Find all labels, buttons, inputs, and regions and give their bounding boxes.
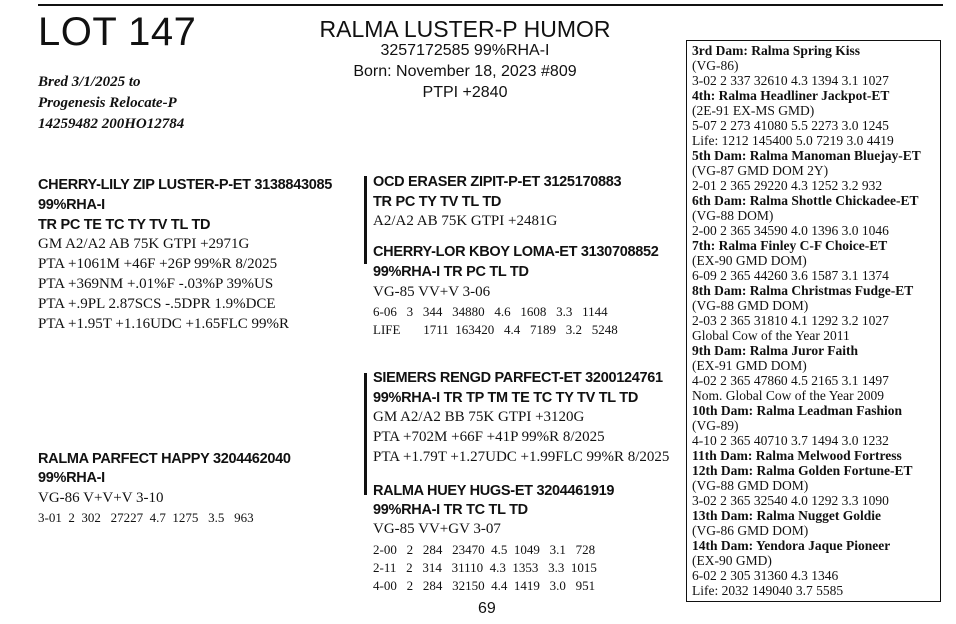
dam-line-detail: 4-02 2 365 47860 4.5 2165 3.1 1497 xyxy=(692,373,889,388)
sire-line-5: PTA +1.95T +1.16UDC +1.65FLC 99%R xyxy=(38,316,290,332)
sire-line-4: PTA +.9PL 2.87SCS -.5DPR 1.9%DCE xyxy=(38,296,276,312)
dam-line-detail: (EX-91 GMD DOM) xyxy=(692,358,807,373)
dam-line-title: 14th Dam: Yendora Jaque Pioneer xyxy=(692,538,891,553)
dam-name: RALMA PARFECT HAPPY 3204462040 xyxy=(38,451,291,467)
dam-line-detail: Nom. Global Cow of the Year 2009 xyxy=(692,388,884,403)
dam-line-detail: Life: 1212 145400 5.0 7219 3.0 4419 xyxy=(692,133,894,148)
animal-ptpi: PTPI +2840 xyxy=(422,84,508,101)
dams-sire-name: SIEMERS RENGD PARFECT-ET 3200124761 xyxy=(373,370,663,386)
bred-line-2: Progenesis Relocate-P xyxy=(38,95,177,111)
dam-line-title: 12th Dam: Ralma Golden Fortune-ET xyxy=(692,463,913,478)
top-rule xyxy=(38,4,943,6)
page-number: 69 xyxy=(478,600,496,617)
dams-sire-line-2: PTA +702M +66F +41P 99%R 8/2025 xyxy=(373,429,605,445)
sires-dam-name: CHERRY-LOR KBOY LOMA-ET 3130708852 xyxy=(373,244,659,260)
dam-line-detail: Life: 2032 149040 3.7 5585 xyxy=(692,583,844,598)
sires-sire-name: OCD ERASER ZIPIT-P-ET 3125170883 xyxy=(373,174,622,190)
sire-line-1: GM A2/A2 AB 75K GTPI +2971G xyxy=(38,236,250,252)
dam-line-detail: (VG-86 GMD DOM) xyxy=(692,523,809,538)
dam-line-title: 5th Dam: Ralma Manoman Bluejay-ET xyxy=(692,148,921,163)
dam-line-detail: (EX-90 GMD DOM) xyxy=(692,253,807,268)
dam-line-detail: (VG-88 GMD DOM) xyxy=(692,298,809,313)
sires-dam-life: LIFE 1711 163420 4.4 7189 3.2 5248 xyxy=(373,322,618,337)
dam-line-detail: (EX-90 GMD) xyxy=(692,553,772,568)
dams-dam-traits: 99%RHA-I TR TC TL TD xyxy=(373,502,528,518)
dam-line-detail: Global Cow of the Year 2011 xyxy=(692,328,850,343)
dam-line-detail: (VG-88 DOM) xyxy=(692,208,774,223)
dams-sire-traits: 99%RHA-I TR TP TM TE TC TY TV TL TD xyxy=(373,390,639,406)
dam-rha: 99%RHA-I xyxy=(38,470,105,486)
animal-name: RALMA LUSTER-P HUMOR xyxy=(319,16,611,42)
lot-number: LOT 147 xyxy=(38,10,197,54)
dams-dam-classification: VG-85 VV+GV 3-07 xyxy=(373,521,501,537)
sire-rha: 99%RHA-I xyxy=(38,197,105,213)
dam-line-title: 3rd Dam: Ralma Spring Kiss xyxy=(692,43,861,58)
dam-line-detail: (VG-87 GMD DOM 2Y) xyxy=(692,163,829,178)
dam-classification: VG-86 V+V+V 3-10 xyxy=(38,490,164,506)
dams-sire-line-3: PTA +1.79T +1.27UDC +1.99FLC 99%R 8/2025 xyxy=(373,449,670,465)
sires-dam-traits: 99%RHA-I TR PC TL TD xyxy=(373,264,529,280)
dam-line-title: 13th Dam: Ralma Nugget Goldie xyxy=(692,508,881,523)
sires-sire-traits: TR PC TY TV TL TD xyxy=(373,194,502,210)
sire-line-2: PTA +1061M +46F +26P 99%R 8/2025 xyxy=(38,256,278,272)
dam-line-title: 11th Dam: Ralma Melwood Fortress xyxy=(692,448,902,463)
dams-dam-record-3: 4-00 2 284 32150 4.4 1419 3.0 951 xyxy=(373,578,596,593)
animal-registration: 3257172585 99%RHA-I xyxy=(380,42,550,59)
dams-dam-name: RALMA HUEY HUGS-ET 3204461919 xyxy=(373,483,615,499)
sire-traits: TR PC TE TC TY TV TL TD xyxy=(38,217,211,233)
dam-line-detail: 3-02 2 365 32540 4.0 1292 3.3 1090 xyxy=(692,493,889,508)
dam-line-detail: 5-07 2 273 41080 5.5 2273 3.0 1245 xyxy=(692,118,889,133)
dam-line-detail: 3-02 2 337 32610 4.3 1394 3.1 1027 xyxy=(692,73,889,88)
dam-line-detail: (VG-88 GMD DOM) xyxy=(692,478,809,493)
dam-line-title: 4th: Ralma Headliner Jackpot-ET xyxy=(692,88,890,103)
dam-record: 3-01 2 302 27227 4.7 1275 3.5 963 xyxy=(38,510,254,525)
dam-line-title: 7th: Ralma Finley C-F Choice-ET xyxy=(692,238,888,253)
dam-line-detail: (2E-91 EX-MS GMD) xyxy=(692,103,815,118)
dams-dam-record-1: 2-00 2 284 23470 4.5 1049 3.1 728 xyxy=(373,542,596,557)
dam-line-title: 9th Dam: Ralma Juror Faith xyxy=(692,343,858,358)
dam-line-detail: 6-02 2 305 31360 4.3 1346 xyxy=(692,568,839,583)
sire-name: CHERRY-LILY ZIP LUSTER-P-ET 3138843085 xyxy=(38,177,333,193)
dam-line-title: 8th Dam: Ralma Christmas Fudge-ET xyxy=(692,283,914,298)
dams-dam-record-2: 2-11 2 314 31110 4.3 1353 3.3 1015 xyxy=(373,560,597,575)
sire-side-bar xyxy=(364,176,367,264)
dam-side-bar xyxy=(364,373,367,495)
sires-dam-classification: VG-85 VV+V 3-06 xyxy=(373,284,491,300)
dam-line-title: 10th Dam: Ralma Leadman Fashion xyxy=(692,403,903,418)
bred-line-1: Bred 3/1/2025 to xyxy=(38,74,141,90)
dams-sire-line-1: GM A2/A2 BB 75K GTPI +3120G xyxy=(373,409,585,425)
dam-line-detail: 2-00 2 365 34590 4.0 1396 3.0 1046 xyxy=(692,223,889,238)
animal-birthdate: Born: November 18, 2023 #809 xyxy=(353,63,577,80)
dam-line-detail: 2-01 2 365 29220 4.3 1252 3.2 932 xyxy=(692,178,883,193)
dam-line-detail: (VG-89) xyxy=(692,418,739,433)
dam-line-detail: 4-10 2 365 40710 3.7 1494 3.0 1232 xyxy=(692,433,889,448)
sires-dam-record: 6-06 3 344 34880 4.6 1608 3.3 1144 xyxy=(373,304,608,319)
dam-line-title: 6th Dam: Ralma Shottle Chickadee-ET xyxy=(692,193,919,208)
dam-line-detail: 6-09 2 365 44260 3.6 1587 3.1 1374 xyxy=(692,268,889,283)
sires-sire-line: A2/A2 AB 75K GTPI +2481G xyxy=(373,213,558,229)
dam-line-detail: (VG-86) xyxy=(692,58,739,73)
bred-line-3: 14259482 200HO12784 xyxy=(38,116,185,132)
sire-line-3: PTA +369NM +.01%F -.03%P 39%US xyxy=(38,276,274,292)
dam-line-detail: 2-03 2 365 31810 4.1 1292 3.2 1027 xyxy=(692,313,889,328)
